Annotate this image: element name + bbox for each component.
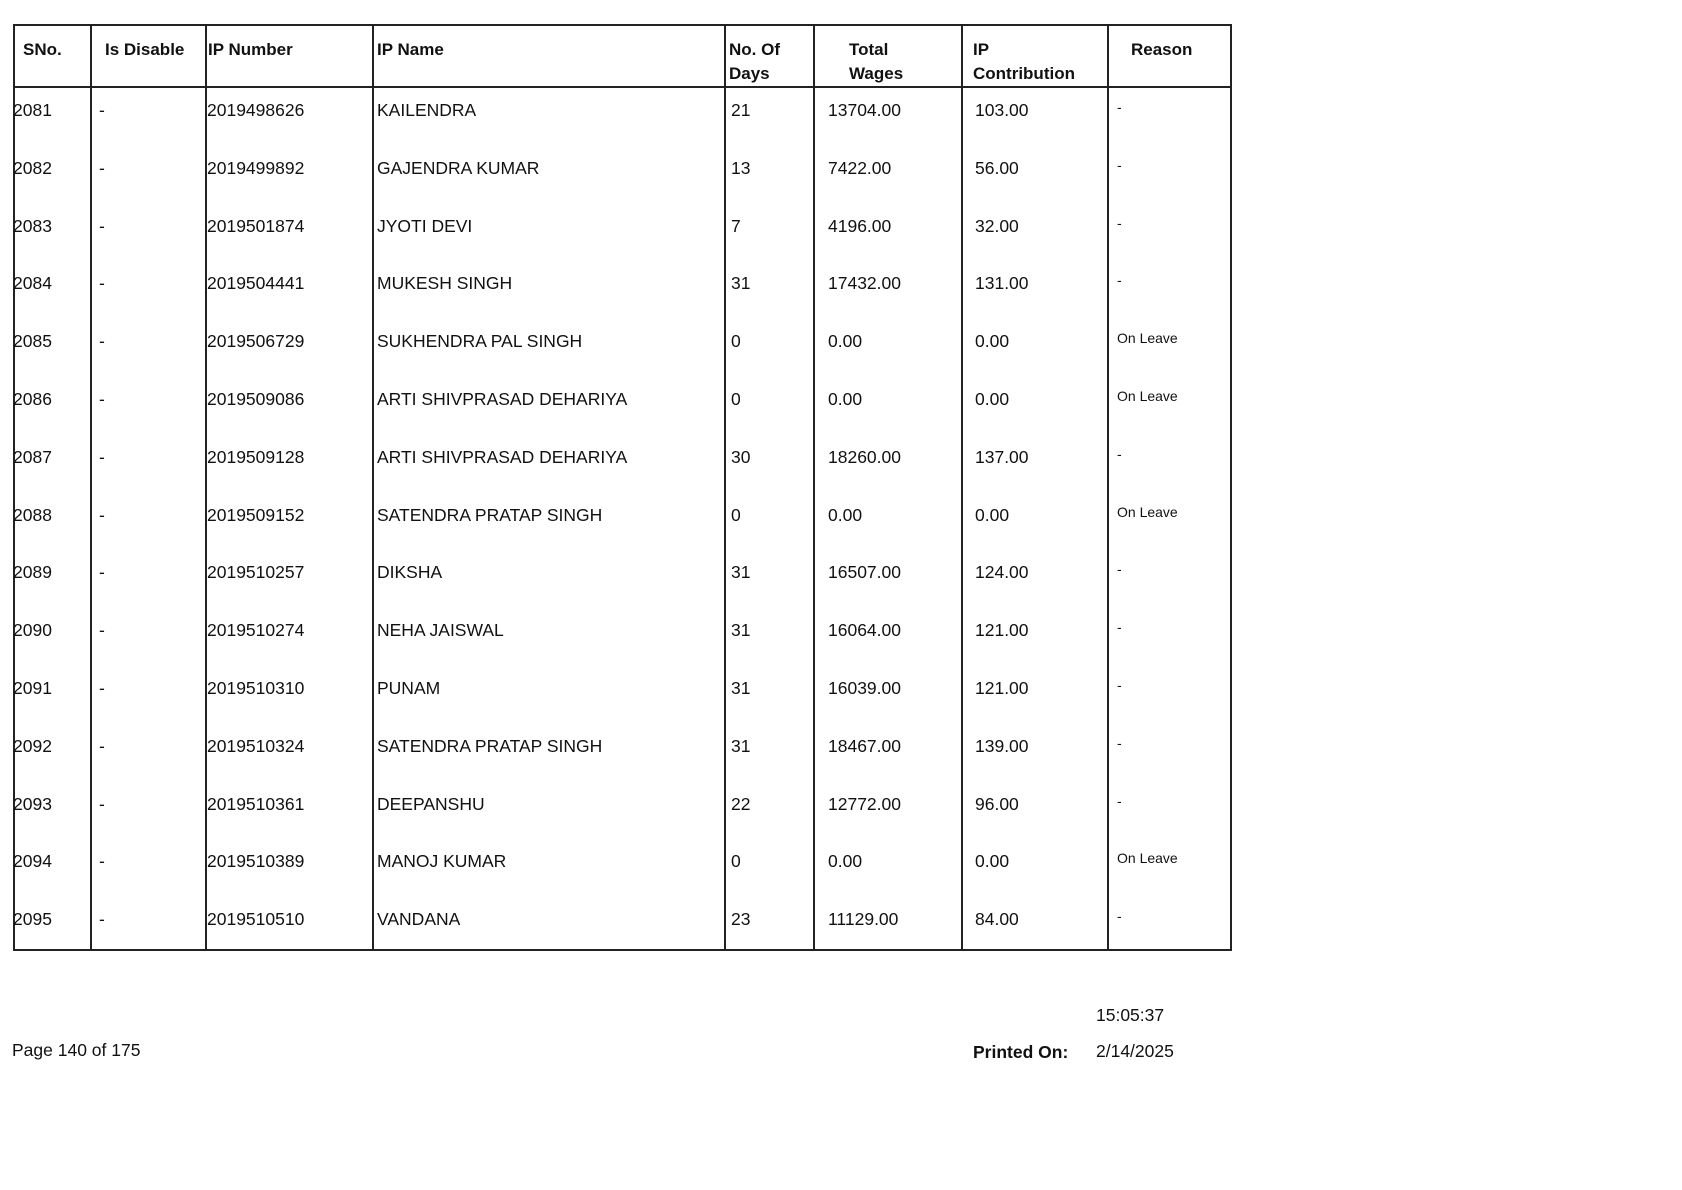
cell-total-wages: 0.00	[828, 389, 863, 409]
cell-sno: 2082	[13, 157, 52, 178]
cell-ip-number: 2019510510	[207, 909, 305, 930]
cell-days: 0	[731, 504, 741, 525]
cell-reason: On Leave	[1117, 330, 1178, 347]
cell-ip-name: SATENDRA PRATAP SINGH	[377, 504, 603, 525]
cell-is-disable: -	[99, 389, 105, 409]
cell-is-disable: -	[99, 446, 105, 467]
cell-days: 7	[731, 215, 741, 236]
cell-reason: -	[1117, 561, 1122, 578]
cell-is-disable: -	[99, 100, 105, 120]
cell-ip-name: GAJENDRA KUMAR	[377, 157, 540, 178]
cell-ip-contribution: 0.00	[975, 331, 1010, 352]
cell-ip-contribution: 121.00	[975, 620, 1029, 641]
cell-ip-contribution: 0.00	[975, 504, 1010, 525]
cell-sno: 2092	[13, 735, 52, 756]
cell-total-wages: 4196.00	[828, 215, 892, 236]
cell-is-disable: -	[99, 851, 105, 872]
cell-ip-name: NEHA JAISWAL	[377, 620, 504, 641]
cell-sno: 2094	[13, 851, 52, 872]
cell-days: 31	[731, 678, 751, 698]
cell-ip-number: 2019509086	[207, 389, 305, 409]
header-sno: SNo.	[23, 40, 62, 59]
cell-reason: On Leave	[1117, 850, 1178, 867]
header-days	[729, 38, 780, 86]
printed-on-label: Printed On:	[973, 1042, 1069, 1062]
cell-ip-contribution: 84.00	[975, 909, 1019, 930]
column-divider	[724, 26, 726, 949]
print-time: 15:05:37	[1096, 1005, 1165, 1025]
cell-ip-number: 2019510361	[207, 793, 305, 814]
cell-reason: -	[1117, 619, 1122, 636]
cell-ip-contribution: 131.00	[975, 273, 1029, 294]
column-divider	[961, 26, 963, 949]
cell-ip-contribution: 103.00	[975, 100, 1029, 120]
cell-sno: 2088	[13, 504, 52, 525]
cell-days: 30	[731, 446, 751, 467]
cell-ip-number: 2019510257	[207, 562, 305, 583]
header-ip-contribution	[973, 38, 1075, 86]
cell-reason: -	[1117, 734, 1122, 751]
cell-days: 13	[731, 157, 751, 178]
cell-ip-number: 2019509152	[207, 504, 305, 525]
cell-days: 23	[731, 909, 751, 930]
cell-ip-contribution: 56.00	[975, 157, 1019, 178]
cell-ip-name: MUKESH SINGH	[377, 273, 513, 294]
cell-is-disable: -	[99, 157, 105, 178]
cell-total-wages: 16039.00	[828, 678, 901, 698]
cell-days: 21	[731, 100, 751, 120]
cell-sno: 2091	[13, 678, 52, 698]
cell-sno: 2085	[13, 331, 52, 352]
cell-ip-number: 2019499892	[207, 157, 305, 178]
cell-is-disable: -	[99, 678, 105, 698]
cell-total-wages: 0.00	[828, 504, 863, 525]
column-divider	[1107, 26, 1109, 949]
header-divider	[15, 86, 1230, 88]
cell-ip-contribution: 96.00	[975, 793, 1019, 814]
cell-days: 31	[731, 735, 751, 756]
cell-ip-name: PUNAM	[377, 678, 441, 698]
cell-is-disable: -	[99, 331, 105, 352]
cell-total-wages: 17432.00	[828, 273, 901, 294]
cell-sno: 2089	[13, 562, 52, 583]
cell-sno: 2081	[13, 100, 52, 120]
cell-sno: 2093	[13, 793, 52, 814]
cell-ip-contribution: 124.00	[975, 562, 1029, 583]
cell-ip-number: 2019510274	[207, 620, 305, 641]
cell-reason: -	[1117, 214, 1122, 231]
cell-reason: On Leave	[1117, 388, 1178, 404]
cell-sno: 2083	[13, 215, 52, 236]
cell-ip-number: 2019501874	[207, 215, 305, 236]
cell-ip-contribution: 0.00	[975, 851, 1010, 872]
cell-days: 0	[731, 389, 741, 409]
header-contrib-line2: Contribution	[973, 64, 1075, 83]
cell-ip-name: DEEPANSHU	[377, 793, 485, 814]
cell-ip-number: 2019510389	[207, 851, 305, 872]
header-ip-name: IP Name	[377, 40, 444, 59]
cell-ip-number: 2019510310	[207, 678, 305, 698]
header-contrib-line1: IP	[973, 40, 990, 59]
header-total-wages	[849, 38, 903, 86]
cell-total-wages: 0.00	[828, 331, 863, 352]
cell-ip-contribution: 0.00	[975, 389, 1010, 409]
cell-sno: 2086	[13, 389, 52, 409]
cell-is-disable: -	[99, 215, 105, 236]
cell-ip-number: 2019498626	[207, 100, 305, 120]
header-days-line1: No. Of	[729, 40, 780, 59]
cell-ip-contribution: 32.00	[975, 215, 1019, 236]
cell-reason: -	[1117, 99, 1122, 115]
cell-total-wages: 16064.00	[828, 620, 901, 641]
cell-reason: -	[1117, 792, 1122, 809]
cell-total-wages: 13704.00	[828, 100, 901, 120]
cell-days: 31	[731, 273, 751, 294]
cell-is-disable: -	[99, 735, 105, 756]
cell-total-wages: 11129.00	[828, 909, 899, 930]
cell-sno: 2095	[13, 909, 52, 930]
cell-days: 22	[731, 793, 751, 814]
cell-ip-number: 2019510324	[207, 735, 305, 756]
cell-ip-name: ARTI SHIVPRASAD DEHARIYA	[377, 389, 628, 409]
contribution-table	[13, 24, 1232, 951]
column-divider	[372, 26, 374, 949]
cell-reason: -	[1117, 677, 1122, 693]
header-days-line2: Days	[729, 64, 770, 83]
cell-ip-contribution: 139.00	[975, 735, 1029, 756]
cell-days: 31	[731, 620, 751, 641]
page-info: Page 140 of 175	[12, 1040, 141, 1060]
cell-ip-number: 2019506729	[207, 331, 305, 352]
header-wages-line1: Total	[849, 40, 889, 59]
cell-is-disable: -	[99, 793, 105, 814]
cell-is-disable: -	[99, 562, 105, 583]
cell-total-wages: 18260.00	[828, 446, 901, 467]
cell-is-disable: -	[99, 504, 105, 525]
cell-reason: -	[1117, 156, 1122, 173]
cell-reason: On Leave	[1117, 503, 1178, 520]
cell-is-disable: -	[99, 620, 105, 641]
cell-reason: -	[1117, 445, 1122, 462]
cell-is-disable: -	[99, 909, 105, 930]
cell-ip-name: JYOTI DEVI	[377, 215, 473, 236]
header-wages-line2: Wages	[849, 64, 904, 83]
cell-reason: -	[1117, 908, 1122, 925]
cell-ip-contribution: 121.00	[975, 678, 1029, 698]
column-divider	[813, 26, 815, 949]
cell-ip-name: SATENDRA PRATAP SINGH	[377, 735, 603, 756]
cell-reason: -	[1117, 272, 1122, 289]
cell-ip-name: KAILENDRA	[377, 100, 477, 120]
column-divider	[90, 26, 92, 949]
cell-ip-number: 2019504441	[207, 273, 305, 294]
header-is-disable: Is Disable	[105, 40, 185, 59]
cell-total-wages: 12772.00	[828, 793, 901, 814]
cell-days: 0	[731, 851, 741, 872]
cell-ip-name: MANOJ KUMAR	[377, 851, 507, 872]
cell-total-wages: 7422.00	[828, 157, 892, 178]
cell-total-wages: 16507.00	[828, 562, 901, 583]
cell-total-wages: 18467.00	[828, 735, 901, 756]
cell-ip-name: VANDANA	[377, 909, 461, 930]
cell-ip-name: ARTI SHIVPRASAD DEHARIYA	[377, 446, 628, 467]
cell-sno: 2090	[13, 620, 52, 641]
cell-sno: 2084	[13, 273, 52, 294]
cell-total-wages: 0.00	[828, 851, 863, 872]
cell-sno: 2087	[13, 446, 52, 467]
print-date: 2/14/2025	[1096, 1041, 1174, 1061]
cell-ip-number: 2019509128	[207, 446, 305, 467]
header-ip-number: IP Number	[208, 40, 293, 59]
cell-ip-name: SUKHENDRA PAL SINGH	[377, 331, 583, 352]
header-reason: Reason	[1131, 40, 1193, 59]
cell-days: 31	[731, 562, 751, 583]
cell-days: 0	[731, 331, 741, 352]
cell-ip-contribution: 137.00	[975, 446, 1029, 467]
cell-is-disable: -	[99, 273, 105, 294]
cell-ip-name: DIKSHA	[377, 562, 443, 583]
